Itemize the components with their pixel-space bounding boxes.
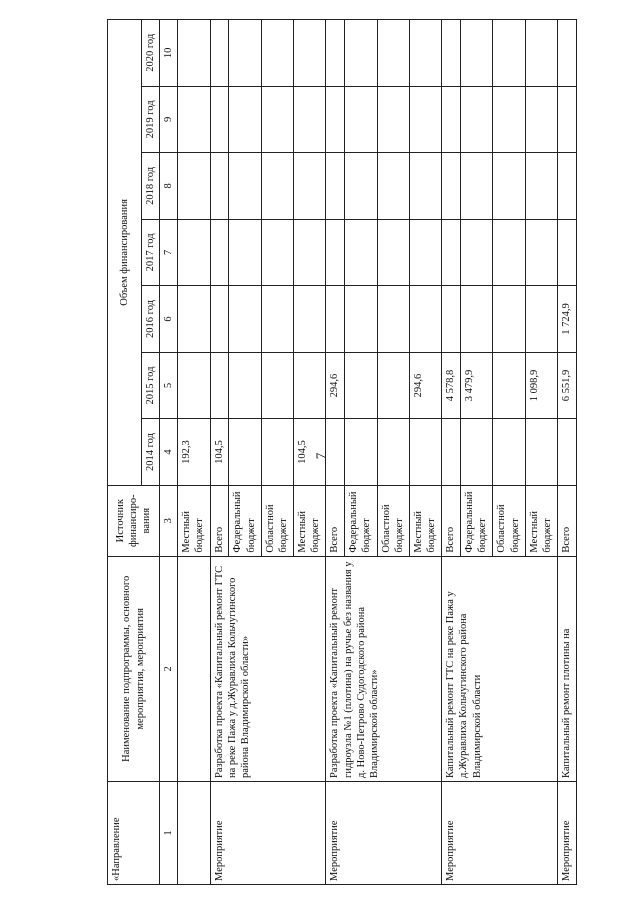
amount-cell: [294, 219, 326, 286]
header-source: Источник финансиро-вания: [108, 485, 160, 556]
amount-cell: 6 551,9: [558, 352, 577, 419]
amount-cell: [178, 352, 210, 419]
source-cell: Областной бюджет: [377, 485, 409, 556]
amount-cell: [558, 419, 577, 486]
table-row: [178, 20, 210, 885]
direction-cell: Мероприятие: [558, 781, 577, 884]
name-cell: Капитальный ремонт ГТС на реке Пажа у д.Журавлиха Кольчугинского района Владимирской области: [442, 556, 558, 781]
amount-cell: [493, 153, 525, 220]
amount-cell: [377, 219, 409, 286]
amount-cell: [210, 219, 229, 286]
amount-cell: [345, 352, 377, 419]
amount-cell: [210, 153, 229, 220]
amount-cell: [178, 20, 210, 87]
direction-cell: [178, 781, 210, 884]
page-number: 7: [313, 452, 328, 460]
amount-cell: [261, 86, 293, 153]
financing-table: [107, 19, 577, 885]
amount-cell: [229, 219, 261, 286]
amount-cell: [461, 419, 493, 486]
source-cell: Местный бюджет: [409, 485, 441, 556]
amount-cell: [442, 286, 461, 353]
amount-cell: [294, 86, 326, 153]
amount-cell: [525, 219, 557, 286]
header-year: 2020 год: [142, 20, 160, 87]
amount-cell: [525, 153, 557, 220]
amount-cell: [326, 219, 345, 286]
amount-cell: [294, 286, 326, 353]
amount-cell: [345, 86, 377, 153]
col-number: 1: [160, 781, 178, 884]
header-year: 2015 год: [142, 352, 160, 419]
rotated-table-wrapper: [107, 19, 577, 885]
amount-cell: [461, 219, 493, 286]
amount-cell: [210, 286, 229, 353]
col-number: 3: [160, 485, 178, 556]
table-row: [442, 20, 461, 885]
amount-cell: [178, 219, 210, 286]
col-number: 8: [160, 153, 178, 220]
amount-cell: [261, 286, 293, 353]
source-cell: Всего: [442, 485, 461, 556]
amount-cell: [294, 20, 326, 87]
header-year: 2019 год: [142, 86, 160, 153]
header-year: 2018 год: [142, 153, 160, 220]
amount-cell: [525, 86, 557, 153]
amount-cell: [229, 153, 261, 220]
col-number: 2: [160, 556, 178, 781]
amount-cell: [229, 419, 261, 486]
name-cell: Разработка проекта «Капитальный ремонт гидроузла №1 (плотина) на ручье без названия у д. Ново-Петрово Судогодского района Владимирской области»: [326, 556, 442, 781]
amount-cell: [493, 419, 525, 486]
table-row: [210, 20, 229, 885]
amount-cell: [229, 286, 261, 353]
amount-cell: [493, 286, 525, 353]
amount-cell: [377, 286, 409, 353]
amount-cell: [442, 20, 461, 87]
header-year: 2014 год: [142, 419, 160, 486]
amount-cell: [442, 86, 461, 153]
source-cell: Федеральный бюджет: [461, 485, 493, 556]
amount-cell: [461, 86, 493, 153]
amount-cell: [345, 219, 377, 286]
amount-cell: [210, 352, 229, 419]
amount-cell: [377, 86, 409, 153]
header-name: Наименование подпрограммы, основного мероприятия, мероприятия: [108, 556, 160, 781]
amount-cell: [461, 153, 493, 220]
amount-cell: 3 479,9: [461, 352, 493, 419]
amount-cell: [377, 419, 409, 486]
amount-cell: [326, 286, 345, 353]
direction-cell: Мероприятие: [326, 781, 442, 884]
amount-cell: [409, 286, 441, 353]
amount-cell: [409, 20, 441, 87]
amount-cell: [377, 20, 409, 87]
col-number: 10: [160, 20, 178, 87]
amount-cell: [178, 153, 210, 220]
amount-cell: 104,5: [294, 419, 326, 486]
amount-cell: [261, 419, 293, 486]
header-year: 2016 год: [142, 286, 160, 353]
amount-cell: [261, 20, 293, 87]
amount-cell: [229, 352, 261, 419]
direction-cell: Мероприятие: [210, 781, 326, 884]
amount-cell: 104,5: [210, 419, 229, 486]
source-cell: Местный бюджет: [294, 485, 326, 556]
amount-cell: [525, 419, 557, 486]
amount-cell: [261, 153, 293, 220]
amount-cell: [326, 86, 345, 153]
amount-cell: [178, 86, 210, 153]
source-cell: Федеральный бюджет: [229, 485, 261, 556]
amount-cell: [229, 86, 261, 153]
table-row: [326, 20, 345, 885]
direction-cell: Мероприятие: [442, 781, 558, 884]
header-volume: Объем финансирования: [108, 20, 142, 486]
header-direction: «Направление: [108, 781, 160, 884]
name-cell: Разработка проекта «Капитальный ремонт ГТС на реке Пажа у д.Журавлиха Кольчугинского района Владимирской области»: [210, 556, 326, 781]
source-cell: Областной бюджет: [493, 485, 525, 556]
amount-cell: [525, 286, 557, 353]
source-cell: Всего: [558, 485, 577, 556]
amount-cell: [442, 153, 461, 220]
amount-cell: [345, 153, 377, 220]
amount-cell: [461, 20, 493, 87]
amount-cell: [210, 86, 229, 153]
amount-cell: [493, 20, 525, 87]
amount-cell: [326, 20, 345, 87]
source-cell: Местный бюджет: [178, 485, 210, 556]
table-row: [558, 20, 577, 885]
amount-cell: [493, 86, 525, 153]
amount-cell: [409, 419, 441, 486]
amount-cell: [294, 153, 326, 220]
amount-cell: [326, 419, 345, 486]
amount-cell: [345, 20, 377, 87]
amount-cell: [178, 286, 210, 353]
name-cell: [178, 556, 210, 781]
amount-cell: 4 578,8: [442, 352, 461, 419]
col-number: 7: [160, 219, 178, 286]
col-number: 9: [160, 86, 178, 153]
amount-cell: [493, 219, 525, 286]
amount-cell: 294,6: [409, 352, 441, 419]
amount-cell: [229, 20, 261, 87]
amount-cell: [442, 219, 461, 286]
amount-cell: [409, 153, 441, 220]
amount-cell: 192,3: [178, 419, 210, 486]
table-body: [178, 20, 577, 885]
amount-cell: 1 098,9: [525, 352, 557, 419]
amount-cell: 294,6: [326, 352, 345, 419]
amount-cell: [442, 419, 461, 486]
amount-cell: [261, 219, 293, 286]
amount-cell: [558, 86, 577, 153]
amount-cell: [409, 219, 441, 286]
amount-cell: [558, 20, 577, 87]
amount-cell: [210, 20, 229, 87]
amount-cell: [525, 20, 557, 87]
amount-cell: [409, 86, 441, 153]
name-cell: Капитальный ремонт плотины на: [558, 556, 577, 781]
amount-cell: [261, 352, 293, 419]
source-cell: Местный бюджет: [525, 485, 557, 556]
col-number: 4: [160, 419, 178, 486]
header-year: 2017 год: [142, 219, 160, 286]
amount-cell: [377, 153, 409, 220]
amount-cell: [558, 153, 577, 220]
amount-cell: [326, 153, 345, 220]
amount-cell: 1 724,9: [558, 286, 577, 353]
source-cell: Всего: [210, 485, 229, 556]
col-number: 5: [160, 352, 178, 419]
amount-cell: [558, 219, 577, 286]
amount-cell: [461, 286, 493, 353]
amount-cell: [493, 352, 525, 419]
column-number-row: [160, 20, 178, 885]
amount-cell: [345, 419, 377, 486]
amount-cell: [345, 286, 377, 353]
source-cell: Федеральный бюджет: [345, 485, 377, 556]
source-cell: Областной бюджет: [261, 485, 293, 556]
amount-cell: [294, 352, 326, 419]
col-number: 6: [160, 286, 178, 353]
amount-cell: [377, 352, 409, 419]
source-cell: Всего: [326, 485, 345, 556]
